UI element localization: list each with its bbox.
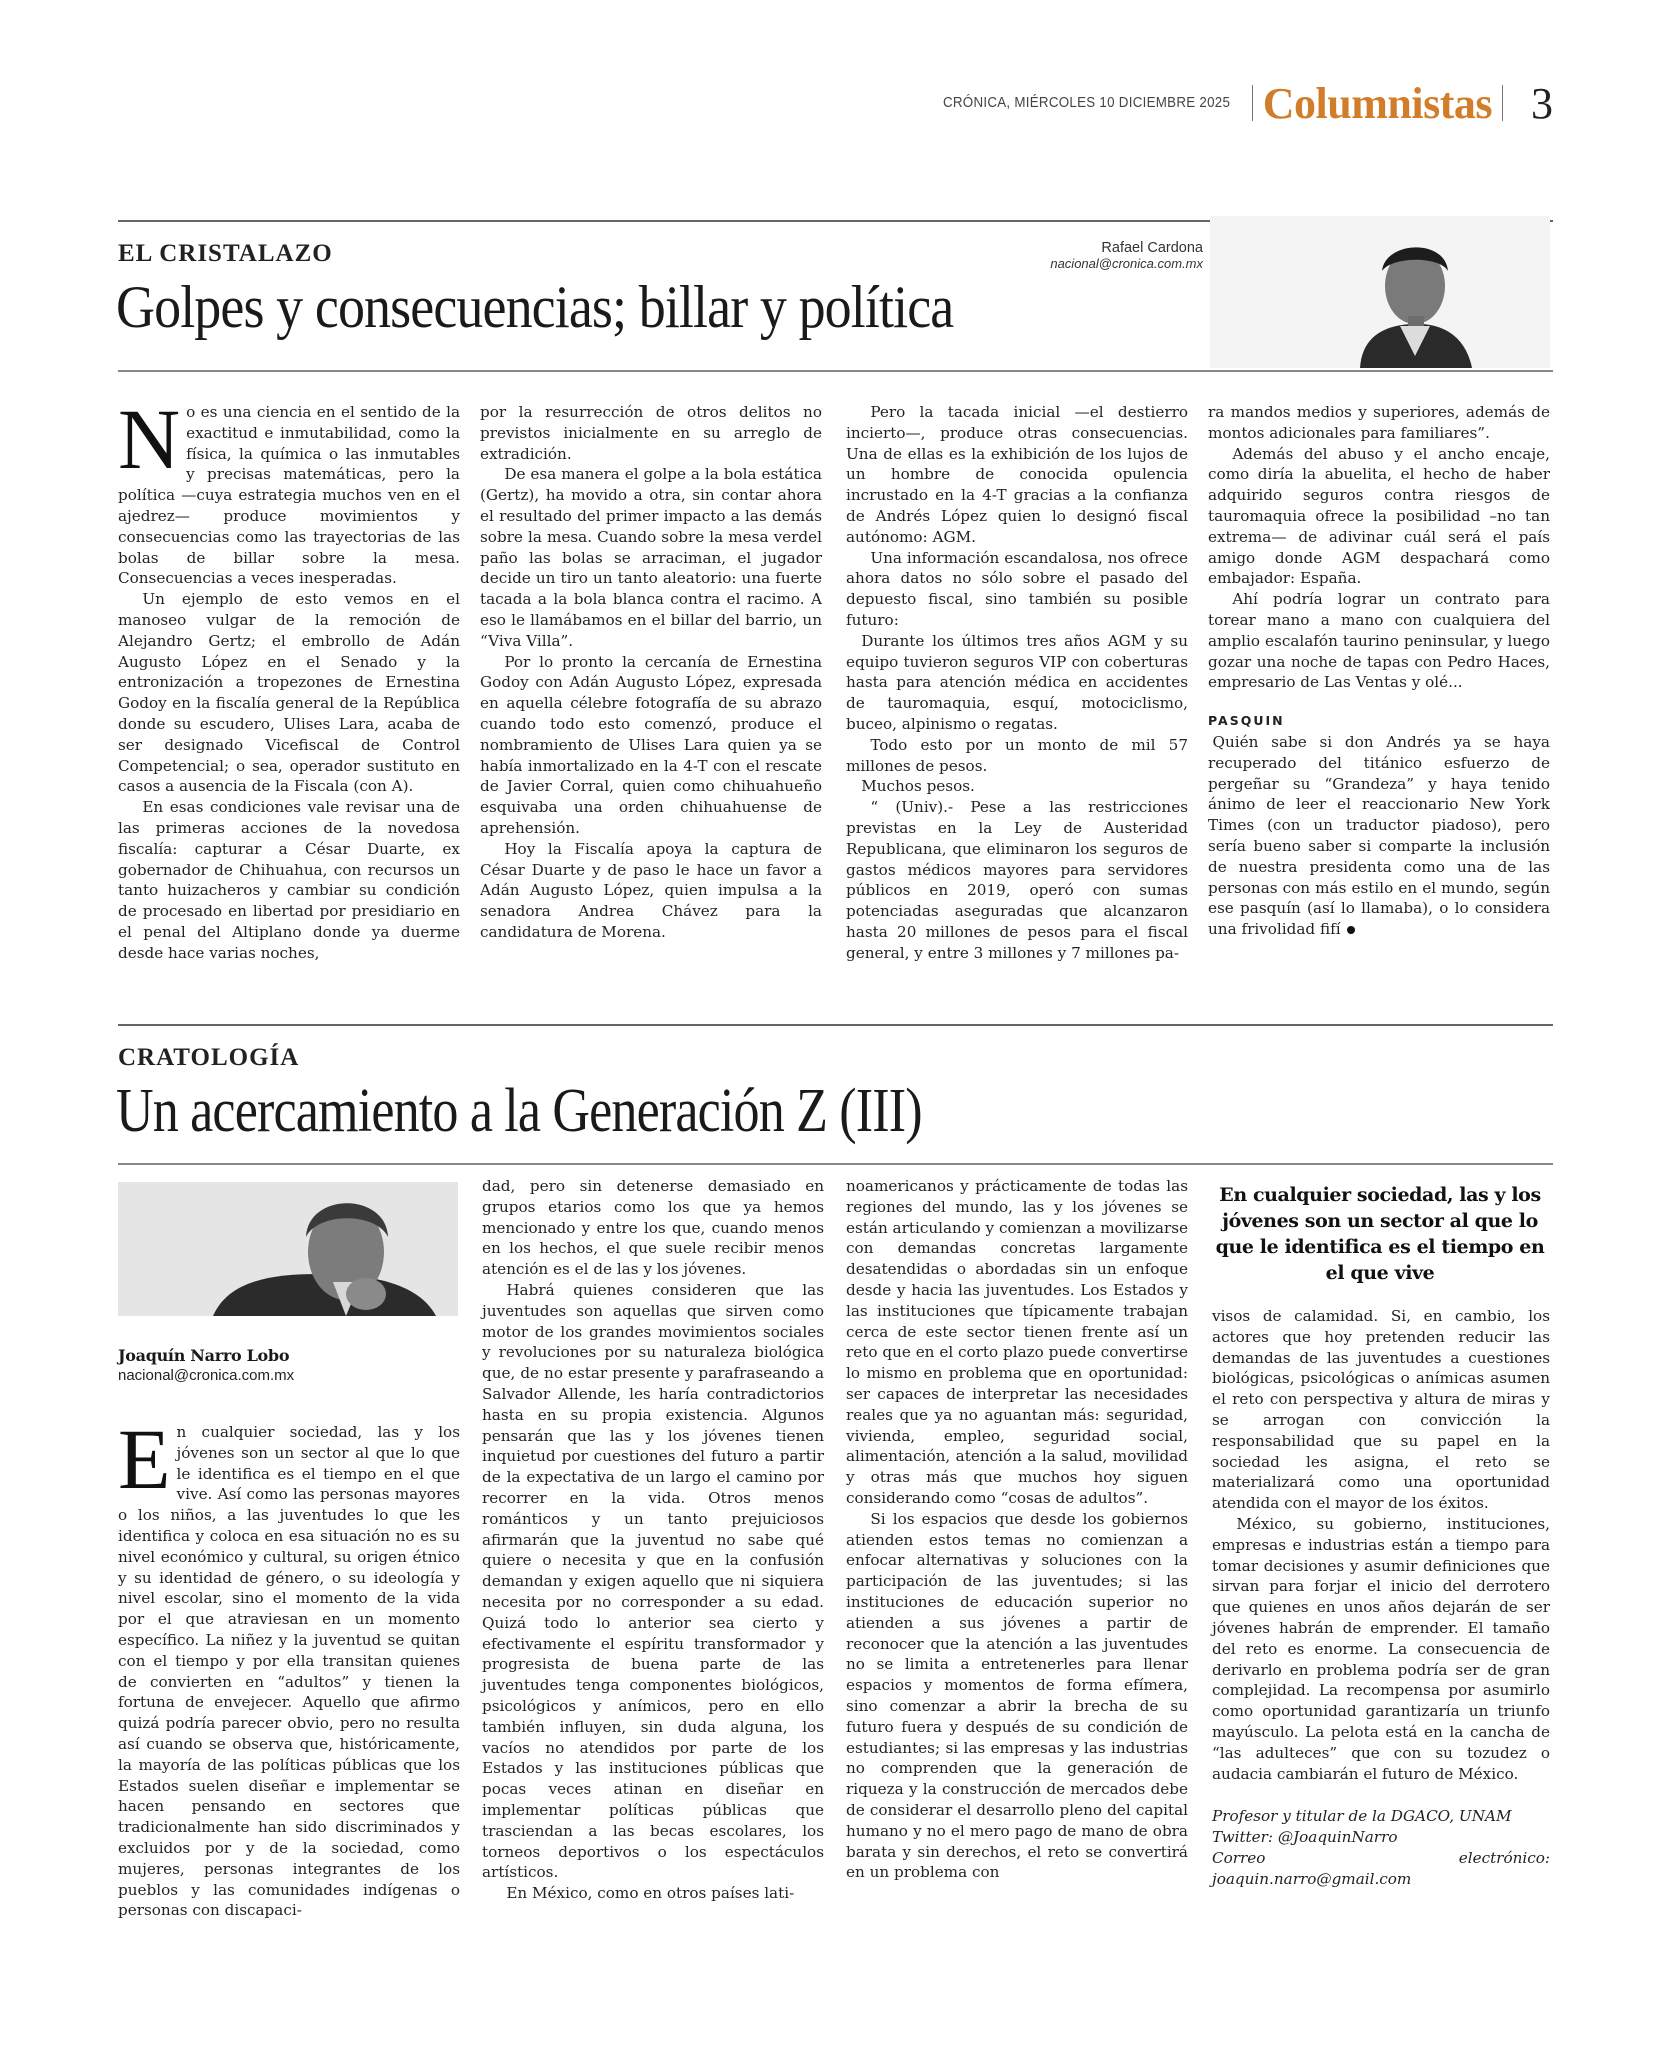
paragraph: Durante los últimos tres años AGM y su equipo tuvieron seguros VIP con coberturas hasta para atención médica en accidentes de tauromaquia, esquí, motociclismo, buceo, alpinismo o regatas.	[846, 631, 1188, 733]
paragraph: noamericanos y prácticamente de todas las regiones del mundo, las y los jóvenes se están articulando y comienzan a movilizarse con demandas concretas largamente desatendidas o abordadas sin un enfoque desde y hacia las juventudes. Los Estados y las instituciones que típicamente trabajan cerca de este sector tienen frente así un reto que en el corto plazo puede convertirse lo mismo en problema que en oportunidad: ser capaces de interpretar las necesidades reales que ya no aguantan más: seguridad, vivienda, empleo, seguridad social, alimentación, atención a la salud, movilidad y otras más que muchos hoy siguen considerando como “cosas de adultos”.	[846, 1177, 1188, 1507]
subhead-pasquin: PASQUIN	[1208, 713, 1285, 729]
article-headline: Un acercamiento a la Generación Z (III)	[116, 1077, 922, 1145]
author-portrait-photo-icon	[118, 1182, 458, 1316]
article-column-4	[1212, 1306, 1550, 1890]
author-title: Profesor y titular de la DGACO, UNAM	[1212, 1807, 1512, 1826]
drop-cap: E	[118, 1411, 171, 1507]
paragraph: Pero la tacada inicial —el destierro incierto—, produce otras consecuencias. Una de ellas es la exhibición de los lujos de un hombre de conocida opulencia incrustado en la 4-T gracias a la confianza de Andrés López quien lo designó fiscal autónomo: AGM.	[846, 403, 1188, 546]
paragraph: Hoy la Fiscalía apoya la captura de César Duarte y de paso le hace un favor a Adán Augusto López, quien impulsa a la senadora Andrea Chávez para la candidatura de Morena.	[480, 839, 822, 941]
author-email[interactable]: nacional@cronica.com.mx	[1050, 256, 1203, 271]
paragraph: En esas condiciones vale revisar una de las primeras acciones de la novedosa fiscalía: capturar a César Duarte, ex gobernador de Chihuahua, con recursos un tanto huizacheros y cambiar su condición de procesado en libertad por presidiario en el penal del Altiplano donde ya duerme desde hace varias noches,	[118, 798, 460, 962]
article-column-3	[846, 1176, 1188, 1883]
paragraph: Si los espacios que desde los gobiernos atienden estos temas no comienzan a enfocar alternativas y soluciones con la participación de las juventudes; si las instituciones de educación superior no atienden a sus jóvenes a partir de reconocer que la atención a las juventudes no se limita a entretenerles para llenar espacios y momentos de forma efímera, sino comenzar a abrir la brecha de su futuro fuera y después de su condición de estudiantes; si las empresas y las industrias no comprenden que la generación de riqueza y la construcción de mercados debe de considerar el desarrollo pleno del capital humano y no el mero pago de mano de obra barata y sin derechos, el reto se convertirá en un problema con	[846, 1509, 1188, 1882]
paragraph: Quién sabe si don Andrés ya se haya recuperado del titánico esfuerzo de pergeñar su “Grandeza” y haya tenido ánimo de leer el reaccionario New York Times (con un traductor piadoso), pero sería bueno saber si comparte la inclusión de nuestra presidenta como una de las personas con más estilo en el mundo, según ese pasquín (así lo llamaba), o lo considera una frivolidad fifí	[1208, 732, 1550, 939]
paragraph: Además del abuso y el ancho encaje, como diría la abuelita, el hecho de haber adquirido seguros contra riesgos de tauromaquia ofrece la posibilidad –no tan extrema— de adivinar cuál será el país amigo donde AGM despachará como embajador: España.	[1208, 444, 1550, 588]
author-twitter[interactable]: Twitter: @JoaquinNarro	[1212, 1828, 1398, 1847]
article-headline: Golpes y consecuencias; billar y política	[116, 274, 954, 340]
author-portrait	[1210, 216, 1550, 368]
paragraph: ra mandos medios y superiores, además de montos adicionales para familiares”.	[1208, 403, 1550, 442]
section-title: Columnistas	[1262, 78, 1492, 128]
paragraph: De esa manera el golpe a la bola estática (Gertz), ha movido a otra, sin contar ahora el resultado del primer impacto a las demás sobre la mesa. Cuando sobre la mesa verdel paño las bolas se arraciman, el jugador decide un tiro un tanto aleatorio: una fuerte tacada a la bola blanca contra el racimo. A eso le llamábamos en el billar del barrio, un “Viva Villa”.	[480, 465, 822, 650]
paragraph: visos de calamidad. Si, en cambio, los actores que hoy pretenden reducir las demandas de las juventudes a cuestiones biológicas, psicológicas o anímicas asumen el reto con perspectiva y altura de miras y se arrogan con convicción la responsabilidad que su papel en la sociedad les asigna, el reto se materializará como una oportunidad atendida con el mayor de los éxitos.	[1212, 1307, 1550, 1513]
masthead-divider	[1502, 85, 1503, 121]
article-column-2	[480, 402, 822, 943]
paragraph: “ (Univ).- Pese a las restricciones previstas en la Ley de Austeridad Republicana, que eliminaron los seguros de gastos médicos mayores para servidores públicos en 2019, operó con sumas potenciadas aseguradas que alcanzaron hasta 20 millones de pesos para el fiscal general, y entre 3 millones y 7 millones pa-	[846, 798, 1188, 962]
author-email[interactable]: nacional@cronica.com.mx	[118, 1367, 295, 1384]
article-column-1	[118, 1411, 460, 1921]
paragraph: Ahí podría lograr un contrato para torear mano a mano con cualquiera del amplio escalafón taurino peninsular, y luego gozar una noche de tapas con Pedro Haces, empresario de Las Ventas y olé...	[1208, 590, 1550, 692]
author-byline	[118, 1346, 294, 1384]
paragraph: dad, pero sin detenerse demasiado en grupos etarios como los que ya hemos mencionado y entre los que, cuando menos en los hechos, el que suele recibir menos atención es el de las y los jóvenes.	[482, 1177, 824, 1279]
end-mark-icon	[1347, 926, 1355, 934]
edition-date: CRÓNICA, MIÉRCOLES 10 DICIEMBRE 2025	[942, 95, 1230, 111]
paragraph: Por lo pronto la cercanía de Ernestina Godoy con Adán Augusto López, expresada en aquella célebre fotografía de su abrazo cuando todo esto comenzó, produce el nombramiento de Ulises Lara quien ya se había inmortalizado en la 4-T con el rescate de Javier Corral, quien como chihuahueño esquivaba una orden chihuahuense de aprehensión.	[480, 652, 822, 837]
headline-rule	[118, 370, 1553, 372]
article-column-2	[482, 1176, 824, 1904]
author-name: Joaquín Narro Lobo	[118, 1346, 290, 1365]
author-name: Rafael Cardona	[1101, 240, 1203, 256]
section-rule	[118, 1024, 1553, 1026]
paragraph: Habrá quienes consideren que las juventudes son aquellas que sirven como motor de los grandes movimientos sociales y revoluciones por su naturaleza biológica que, de no estar presente y parafraseando a Salvador Allende, les haría contradictorios hasta en su propia existencia. Algunos pensarán que las y los jóvenes tienen inquietud por cuestiones del futuro a partir de la expectativa de un largo el camino por recorrer en la vida. Otros menos románticos y un tanto prejuiciosos afirmarán que la juventud no sabe qué quiere o necesita y que en la confusión demandan y exigen aquello que ni siquiera necesita por no corresponder a su edad. Quizá todo lo anterior sea cierto y efectivamente el espíritu transformador y progresista de buena parte de las juventudes tenga componentes biológicos, psicológicos y anímicos, pero en ello también influyen, sin duda alguna, los vacíos no atendidos por parte de los Estados y las instituciones públicas que pocas veces atinan en diseñar en implementar políticas públicas que trasciendan a las becas escolares, los torneos deportivos o los espectáculos artísticos.	[482, 1280, 824, 1882]
author-portrait-photo-icon	[1210, 216, 1550, 368]
paragraph: Un ejemplo de esto vemos en el manoseo vulgar de la remoción de Alejandro Gertz; el embrollo de Adán Augusto López en el Senado y la entronización a tropezones de Ernestina Godoy en la fiscalía general de la República donde su escudero, Ulises Lara, acaba de ser designado Vicefiscal de Control Competencial; o sea, operador sustituto en casos a ausencia de la Fiscala (con A).	[118, 590, 460, 796]
drop-cap: N	[118, 391, 181, 487]
paragraph: Muchos pesos.	[861, 777, 975, 796]
author-portrait	[118, 1182, 458, 1316]
column-name: EL CRISTALAZO	[118, 240, 333, 267]
page-number: 3	[1531, 78, 1553, 128]
article-column-1	[118, 391, 460, 964]
author-signoff	[1212, 1806, 1550, 1889]
page-masthead	[918, 78, 1553, 128]
paragraph: En México, como en otros países lati-	[506, 1884, 795, 1903]
paragraph: o es una ciencia en el sentido de la exactitud e inmutabilidad, como la física, la química o las inmutables y precisas matemáticas, pero la política —cuya estrategia muchos ven en el ajedrez— produce movimientos y consecuencias como las trayectorias de las bolas de billar sobre la mesa. Consecuencias a veces inesperadas.	[118, 403, 460, 588]
masthead-divider	[1252, 85, 1253, 121]
article-column-3	[846, 402, 1188, 964]
paragraph: México, su gobierno, instituciones, empresas e industrias están a tiempo para tomar decisiones y asumir definiciones que sirvan para forjar el inicio del derrotero que quienes en unos años dejarán de ser jóvenes habrán de emprender. El tamaño del reto es enorme. La consecuencia de derivarlo en problema podría ser de gran complejidad. La recompensa por asumirlo como oportunidad garantizaría un triunfo mayúsculo. La pelota está en la cancha de “las adulteces” que con su tozudez o audacia cambiarán el futuro de México.	[1212, 1514, 1550, 1783]
article-column-4	[1208, 402, 1550, 940]
headline-rule	[118, 1163, 1553, 1165]
paragraph: Todo esto por un monto de mil 57 millones de pesos.	[846, 735, 1188, 775]
paragraph: Una información escandalosa, nos ofrece ahora datos no sólo sobre el pasado del depuesto fiscal, sino también su posible futuro:	[846, 548, 1188, 629]
pull-quote: En cualquier sociedad, las y los jóvenes son un sector al que lo que le identifica es el tiempo en el que vive	[1215, 1184, 1545, 1284]
paragraph: por la resurrección de otros delitos no previstos inicialmente en su arreglo de extradición.	[480, 403, 822, 463]
paragraph: n cualquier sociedad, las y los jóvenes son un sector al que lo que le identifica es el tiempo en el que vive. Así como las personas mayores o los niños, a las juventudes lo que les identifica y coloca en esa situación no es su nivel económico y cultural, su origen étnico y su identidad de género, o su ideología y nivel escolar, sino el momento de la vida por el que atraviesan en un momento específico. La niñez y la juventud se quitan con el tiempo y por ella transitan quienes de convierten en “adultos” y tienen la fortuna de envejecer. Aquello que afirmo quizá podría parecer obvio, pero no resulta así cuando se observa que, históricamente, la mayoría de las políticas públicas que los Estados suelen diseñar e implementar se hacen pensando en sectores que tradicionalmente han sido discriminados y excluidos por y de la sociedad, como mujeres, personas integrantes de los pueblos y las comunidades indígenas o personas con discapaci-	[118, 1423, 460, 1920]
author-byline	[1050, 240, 1203, 271]
column-name: CRATOLOGÍA	[118, 1044, 300, 1071]
author-contact-email[interactable]: Correo electrónico: joaquin.narro@gmail.com	[1212, 1848, 1550, 1888]
